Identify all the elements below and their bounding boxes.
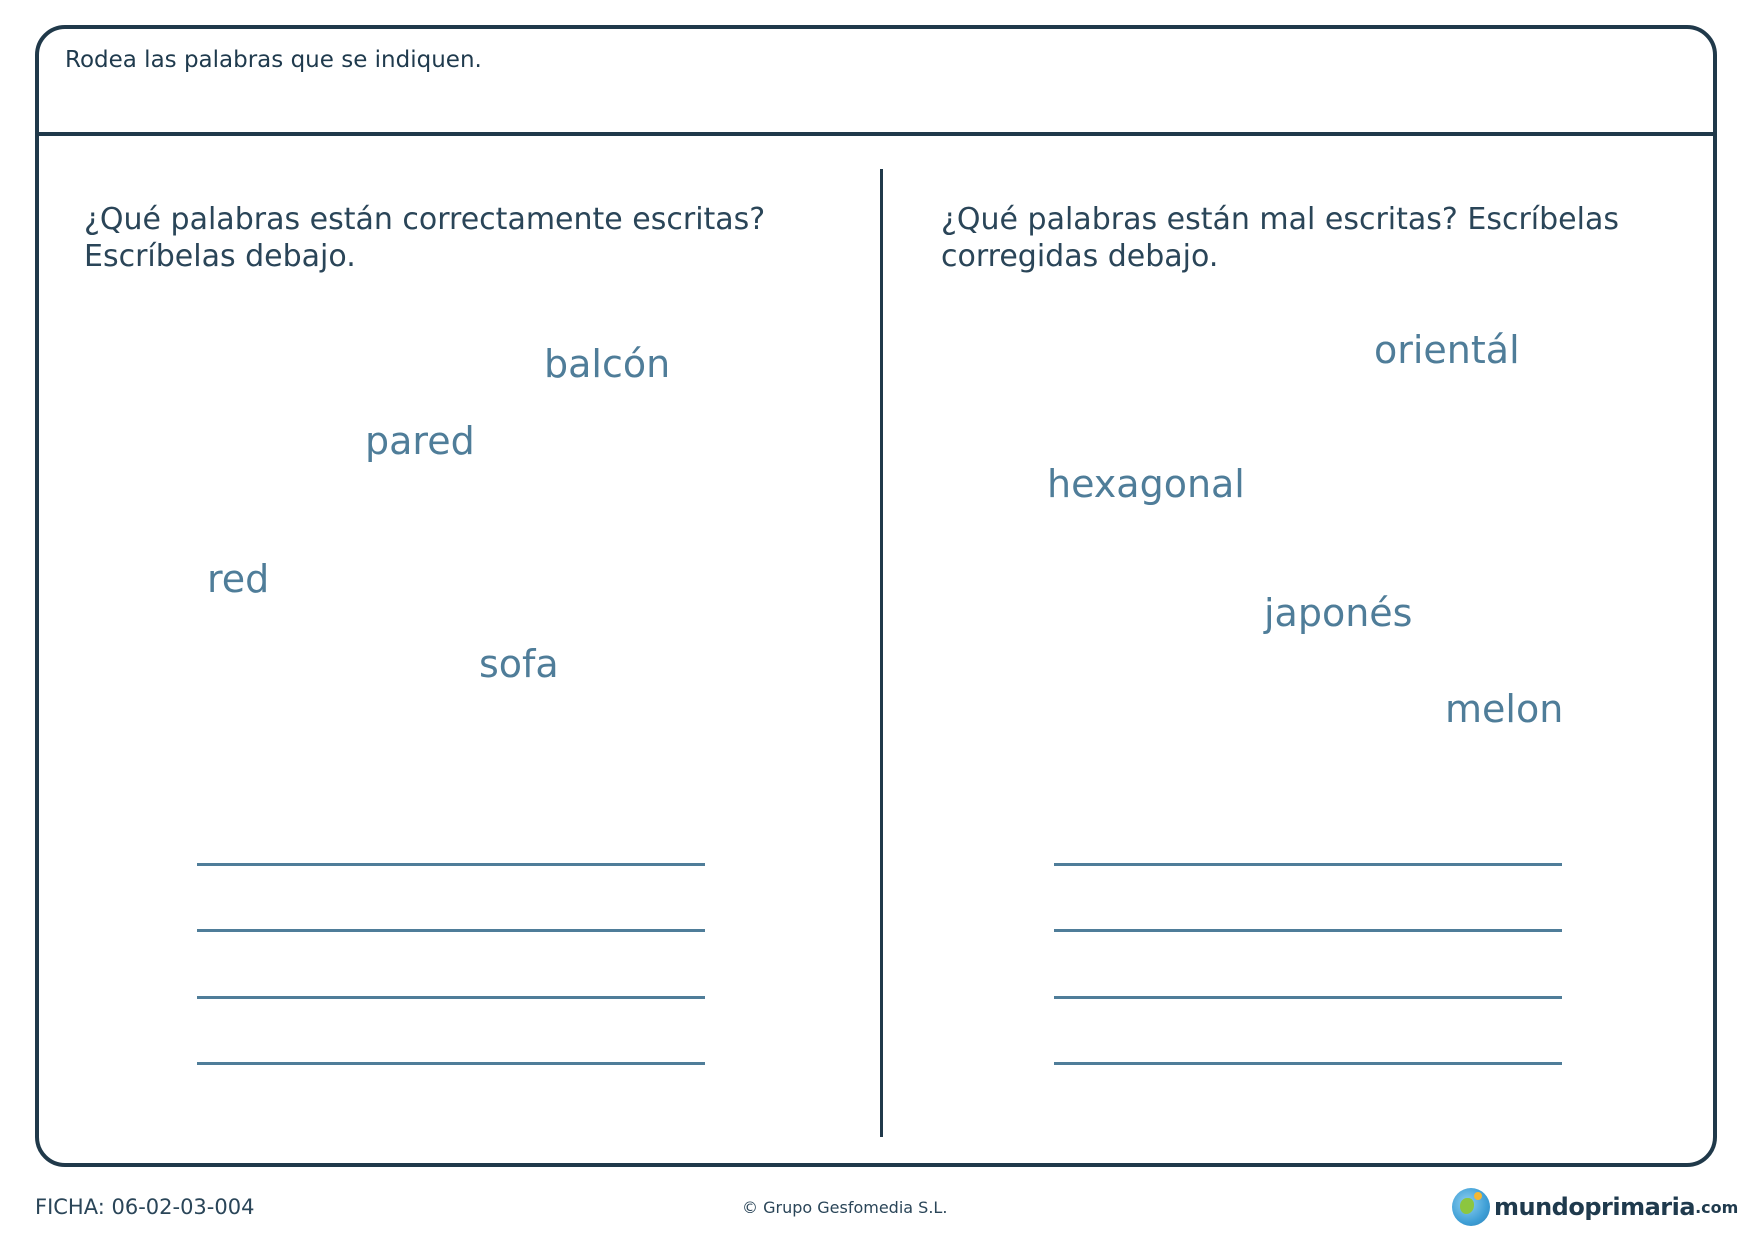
brand-tld: .com (1695, 1197, 1739, 1217)
worksheet-frame (35, 25, 1717, 1167)
right-answer-line-2[interactable] (1054, 929, 1562, 932)
brand-name: mundoprimaria (1494, 1193, 1696, 1221)
globe-icon (1452, 1188, 1490, 1226)
instruction-text: Rodea las palabras que se indiquen. (65, 47, 482, 73)
left-word-pared[interactable]: pared (365, 419, 475, 463)
left-answer-line-2[interactable] (197, 929, 705, 932)
right-answer-line-1[interactable] (1054, 863, 1562, 866)
brand-logo[interactable] (1452, 1187, 1738, 1227)
left-answer-line-1[interactable] (197, 863, 705, 866)
left-answer-line-3[interactable] (197, 996, 705, 999)
right-word-hexagonal[interactable]: hexagonal (1047, 462, 1245, 506)
right-word-oriental[interactable]: orientál (1374, 328, 1520, 372)
copyright-text: © Grupo Gesfomedia S.L. (742, 1198, 948, 1217)
worksheet-code: FICHA: 06-02-03-004 (35, 1195, 255, 1219)
column-divider (880, 169, 883, 1137)
left-question: ¿Qué palabras están correctamente escritas? Escríbelas debajo. (84, 202, 766, 274)
right-answer-line-3[interactable] (1054, 996, 1562, 999)
right-answer-line-4[interactable] (1054, 1062, 1562, 1065)
left-word-balcon[interactable]: balcón (544, 342, 671, 386)
right-question: ¿Qué palabras están mal escritas? Escríbelas corregidas debajo. (941, 202, 1619, 274)
left-word-sofa[interactable]: sofa (479, 642, 559, 686)
right-word-japones[interactable]: japonés (1264, 591, 1413, 635)
left-word-red[interactable]: red (207, 557, 270, 601)
right-word-melon[interactable]: melon (1445, 687, 1564, 731)
left-answer-line-4[interactable] (197, 1062, 705, 1065)
header-divider (39, 132, 1713, 136)
